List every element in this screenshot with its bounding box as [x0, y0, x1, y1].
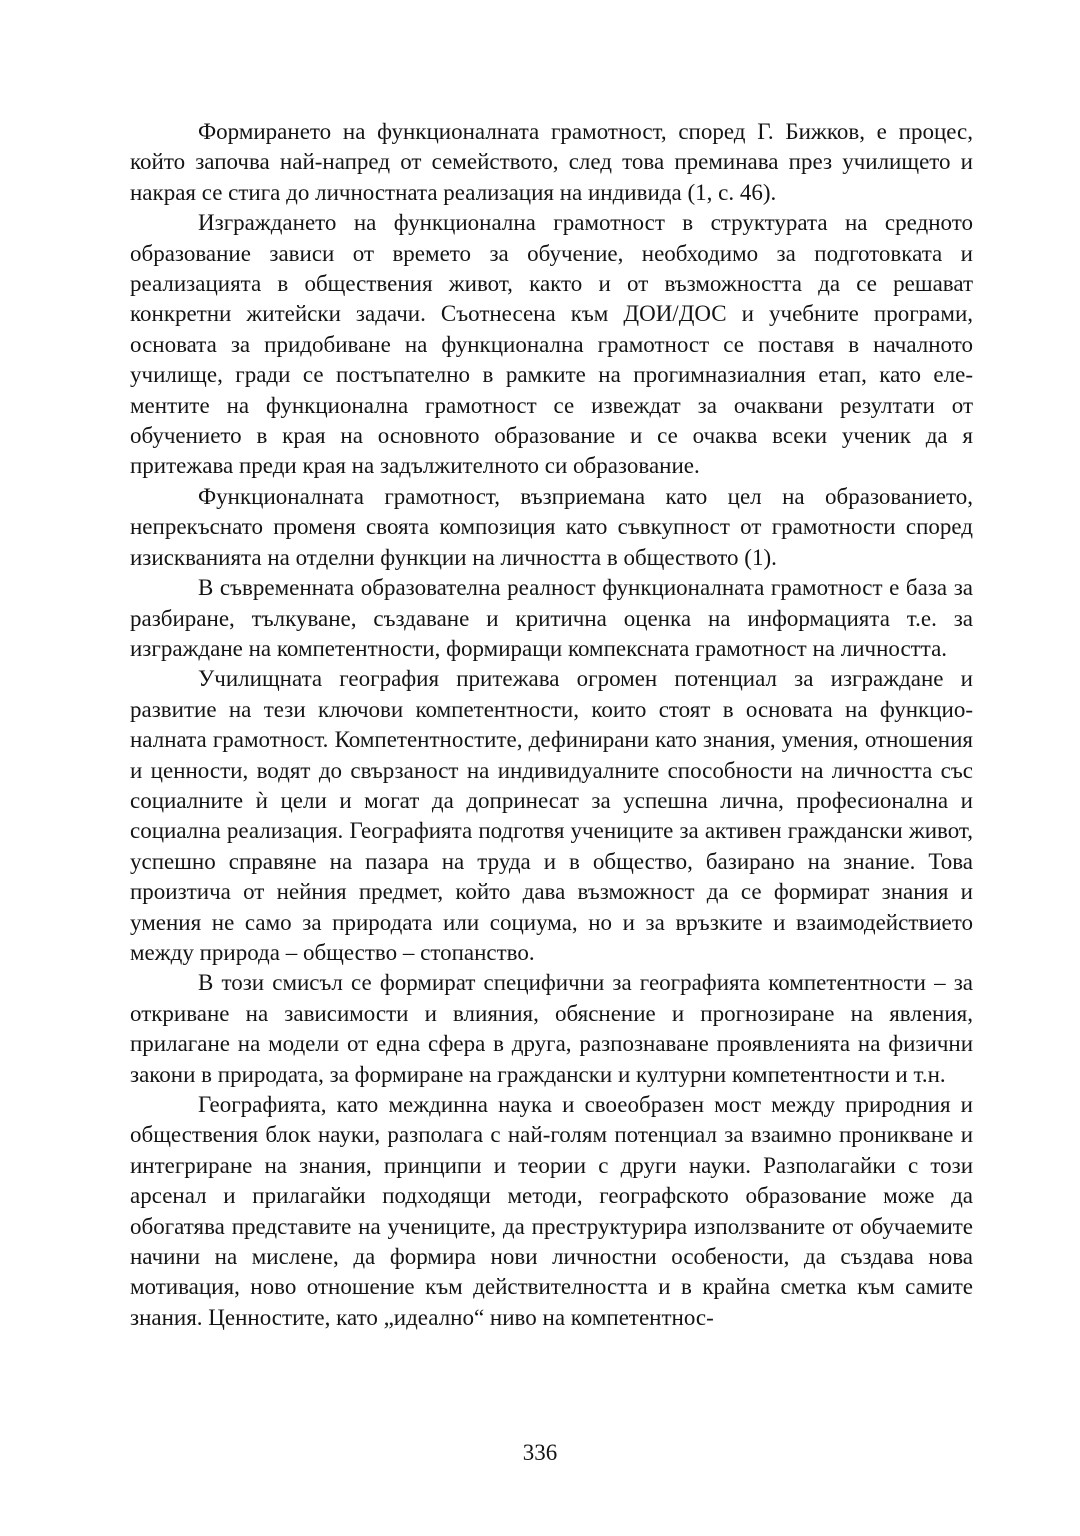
paragraph-1: Формирането на функционалната грамотност, според Г. Бижков, е процес, който започва най-напред от семейството, след това преминава през училището и накрая се стига до личностната реализация на индивида (1, с. 46).	[130, 119, 973, 205]
document-page	[130, 117, 973, 1333]
paragraph-6: В този смисъл се формират специфични за географията компетентности – за откриване на зависимости и влияния, обяснение и прогнозиране на явления, прилагане на модели от една сфера в друга, разпознаване проявленията на физични закони в природата, за формиране на граждански и културни компетентности и т.н.	[130, 970, 973, 1087]
paragraph-4: В съвременната образователна реалност функционалната грамотност е база за разбиране, тълкуване, създаване и критична оценка на информацията т.е. за изграждане на компетентности, формиращи компексната грамотност на личността.	[130, 575, 973, 661]
paragraph-2: Изграждането на функционална грамотност в структурата на средното образование зависи от времето за обучение, необходимо за подготовката и реализацията в обществения живот, както и от възможността да се решават конкретни житейски задачи. Съотнесена към ДОИ/ДОС и учебните програми, основата за придобиване на функционална грамотност се поставя в началното училище, гради се постъпателно в рамките на прогимназиалния етап, като елементите на функционална грамотност се извеждат за очаквани резултати от обучението в края на основното образование и се очаква всеки ученик да я притежава преди края на задължителното си образование.	[130, 210, 973, 479]
paragraph-3: Функционалната грамотност, възприемана като цел на образованието, непрекъснато променя своята композиция като съвкупност от грамотности според изискванията на отделни функции на личността в обществото (1).	[130, 483, 973, 570]
paragraph-5: Училищната география притежава огромен потенциал за изграждане и развитие на тези ключови компетентности, които стоят в основата на функционалната грамотност. Компетентностите, дефинирани като знания, умения, отношения и ценности, водят до свързаност на индивидуалните способности на личността със социалните ѝ цели и могат да допринесат за успешна лична, професионална и социална реализация. Географията подготвя учениците за активен граждански живот, успешно справяне на пазара на труда и в общество, базирано на знание. Това произтича от нейния предмет, който дава възможност да се формират знания и умения не само за природата или социума, но и за връзките и взаимодействието между природа – общество – стопанство.	[130, 666, 973, 965]
paragraph-7: Географията, като междинна наука и своеобразен мост между природния и обществения блок науки, разполага с най-голям потенциал за взаимно проникване и интегриране на знания, принципи и теории с други науки. Разполагайки с този арсенал и прилагайки подходящи методи, географското образование може да обогатява представите на учениците, да преструктурира използваните от обучаемите начини на мислене, да формира нови личностни особености, да създава нова мотивация, ново отношение към действителността и в крайна сметка към самите знания. Ценностите, като „идеално“ ниво на компетентнос-	[130, 1092, 973, 1330]
page-number: 336	[522, 1440, 558, 1465]
